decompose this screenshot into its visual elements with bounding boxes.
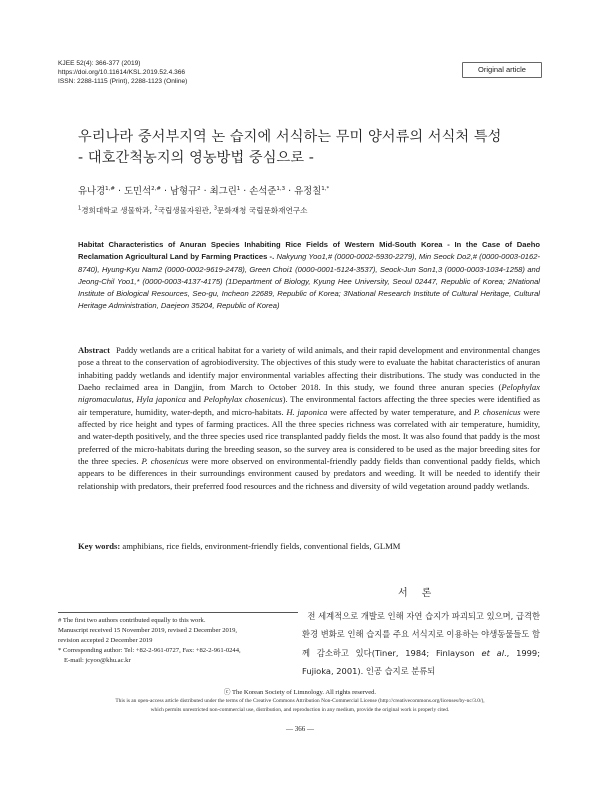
- intro-text: 전 세계적으로 개발로 인해 자연 습지가 파괴되고 있으며, 급격한 환경 변화로 인해 습지를 주요 서식지로 이용하는 야생동물들도 함께 감소하고 있다(Tiner, 1984; Finlayson: [302, 611, 541, 658]
- author-name: 손석준: [249, 186, 277, 197]
- species-name: H. japonica: [286, 406, 328, 417]
- keywords-label: Key words:: [78, 541, 121, 551]
- abstract-text: were more observed on environmental-friendly paddy fields than conventional paddy fields, which appears to be differences in their surroundings environment caused by predators and weeding. It will be needed to identify their relationship with predators, their preferred food resources and the richness and diversity of wild vegetation around paddy wetlands.: [78, 456, 540, 491]
- author-sup: 2: [197, 185, 201, 192]
- page-number: — 366 —: [286, 725, 314, 733]
- english-header: [78, 239, 540, 313]
- footnotes: [58, 616, 318, 666]
- species-name: Pelophylax nigromaculatus, Hyla japonica: [78, 382, 540, 405]
- author-name: 남형규: [169, 186, 198, 197]
- abstract-text: ). The environmental factors affecting the three species were identified as air temperature, humidity, water-depth, and micro-habitats.: [78, 394, 540, 417]
- english-authors: Nakyung Yoo1,# (0000-0002-5930-2279), Min Seock Do2,# (0000-0003-0162-8740), Hyung-Kyu Nam2 (0000-0002-9619-2478), Green Choi1 (0000-0001-5124-3537), Seock-Jun Son1,3 (0000-0003-1034-1258) and Jeong-Chil Yoo1,* (0000-0003-4137-4175): [78, 252, 540, 286]
- license-line: which permits unrestricted non-commercial use, distribution, and reproduction in any medium, provide the original work is properly cited.: [150, 706, 450, 713]
- author-sup: 1,#: [105, 185, 116, 192]
- author-name: 최그린: [209, 186, 237, 197]
- affiliation-list: [78, 205, 307, 216]
- author-sup: 1: [236, 185, 241, 192]
- author-name: 유정칠: [294, 186, 322, 197]
- license-line: This is an open-access article distributed under the terms of the Creative Commons Attribution Non-Commercial License (http://creativecommons.org/licenses/by-nc/3.0/),: [115, 698, 485, 704]
- author-name: 유나경: [78, 186, 106, 197]
- affiliation-sup: 1: [78, 205, 82, 212]
- footnote: * Corresponding author: Tel: +82-2-961-0727, Fax: +82-2-961-0244,: [58, 647, 241, 654]
- license-notice: [40, 697, 560, 714]
- footnote: Manuscript received 15 November 2019, revised 2 December 2019,: [58, 627, 238, 634]
- intro-etal: et al: [481, 647, 505, 658]
- footnote-divider: [58, 612, 298, 613]
- keywords: [78, 541, 540, 551]
- page-subtitle: - 대호간척농지의 영농방법 중심으로 -: [78, 150, 314, 166]
- affiliation: 경희대학교 생물학과,: [81, 206, 155, 215]
- abstract-text: were affected by water temperature, and: [327, 406, 474, 417]
- footnote: # The first two authors contributed equally to this work.: [58, 617, 206, 624]
- species-name: Pelophylax chosenicus: [203, 394, 283, 405]
- intro-text: ., 1999; Fujioka, 2001). 인공 습지로 분류되: [302, 647, 540, 676]
- footnote: revision accepted 2 December 2019: [58, 637, 153, 644]
- journal-issn: ISSN: 2288-1115 (Print), 2288-1123 (Online): [58, 78, 188, 86]
- abstract-text: were affected by rice height and types of farming practices. All the three species richness was correlated with air temperature, humidity, and water-depth positively, and the three species used rice transplanted paddy fields the most. It was also found that paddy is the most preferred of the micro-habitats during the breeding season, so the survey area is considered to be used as the major breeding sites for the three species.: [78, 406, 540, 467]
- journal-citation: KJEE 52(4): 366-377 (2019): [58, 60, 141, 67]
- keywords-text: amphibians, rice fields, environment-friendly fields, conventional fields, GLMM: [120, 541, 401, 551]
- author-sup: 2,#: [151, 185, 162, 192]
- author-list: 유나경$^{1,\#}$ · 도민석$^{2,\#}$ · 남형규$^2$ · 최그린$^1$ · 손석준$^{1,3}$ · 유정칠$^{1,*}$: [78, 185, 330, 197]
- copyright-notice: ⓒ The Korean Society of Limnology. All rights reserved.: [223, 689, 377, 696]
- author-sup: 1,*: [321, 185, 330, 192]
- section-heading-introduction: 서론: [398, 588, 446, 599]
- abstract-text: Paddy wetlands are a critical habitat for a variety of wild animals, and their rapid development and environmental changes pose a threat to the conservation of agrobiodiversity. The objectives of this study were to evaluate the habitat characteristics of anuran inhabiting paddy wetlands and identify major environmental variables affecting their distributions. The study was conducted in the Daeho reclaimed area in Dangjin, from March to October 2018. In this study, we found three anuran species (: [78, 345, 540, 393]
- abstract-text: and: [185, 394, 204, 405]
- journal-doi[interactable]: https://doi.org/10.11614/KSL.2019.52.4.366: [58, 69, 186, 77]
- abstract: [78, 344, 540, 492]
- affiliation-sup: 3: [213, 205, 218, 212]
- affiliation: 문화재청 국립문화재연구소: [217, 206, 308, 215]
- author-name: 도민석: [123, 186, 152, 197]
- introduction-text: [302, 607, 540, 680]
- footnote[interactable]: E-mail: jcyoo@khu.ac.kr: [64, 657, 131, 664]
- species-name: P. chosenicus: [473, 406, 521, 417]
- english-title: Habitat Characteristics of Anuran Species Inhabiting Rice Fields of Western Mid-South Korea - In the Case of Daeho Reclamation Agricultural Land by Farming Practices -.: [78, 240, 540, 262]
- page-title: 우리나라 중서부지역 논 습지에 서식하는 무미 양서류의 서식처 특성: [78, 129, 502, 145]
- article-type-badge: Original article: [462, 62, 542, 78]
- english-affiliations: (1Department of Biology, Kyung Hee University, Seoul 02447, Republic of Korea; 2National Institute of Biological Resources, Seo-gu, Incheon 22689, Republic of Korea; 3National Research Institute of Cultural Heritage, Cultural Heritage Administration, Daejeon 35204, Republic of Korea): [78, 276, 540, 311]
- species-name: P. chosenicus: [141, 456, 189, 467]
- affiliation-sup: 2: [154, 205, 158, 212]
- abstract-label: Abstract: [78, 345, 110, 355]
- affiliation: 국립생물자원관,: [157, 206, 214, 215]
- author-sup: 1,3: [276, 185, 286, 192]
- journal-meta: [58, 59, 187, 87]
